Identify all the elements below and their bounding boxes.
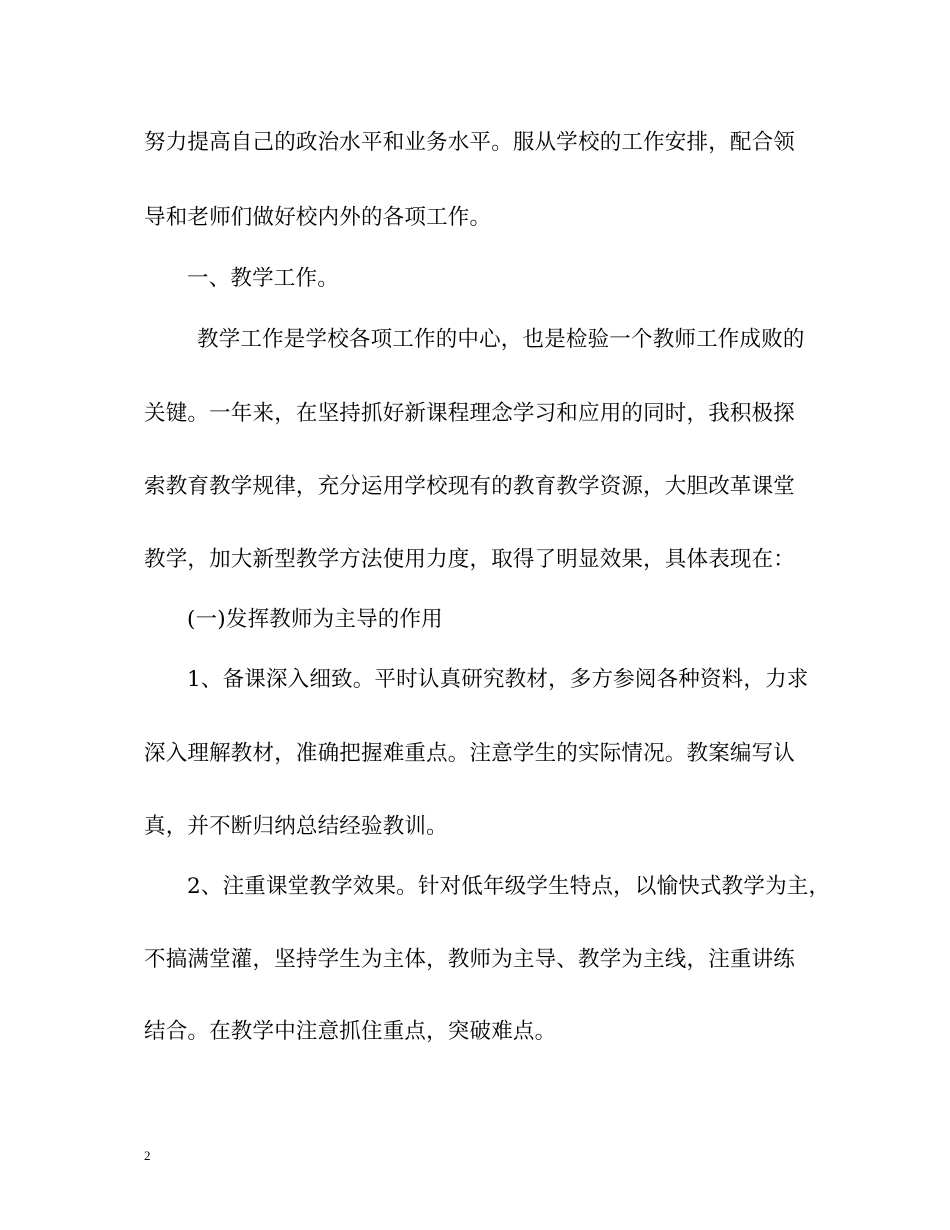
text-line: 不搞满堂灌，坚持学生为主体，教师为主导、教学为主线，注重讲练 (144, 947, 796, 972)
text-line: 深入理解教材，准确把握难重点。注意学生的实际情况。教案编写认 (144, 741, 796, 766)
subsection-heading: (一)发挥教师为主导的作用 (187, 607, 443, 632)
text-line: 努力提高自己的政治水平和业务水平。服从学校的工作安排，配合领 (144, 130, 796, 155)
text-line: 结合。在教学中注意抓住重点，突破难点。 (144, 1019, 557, 1044)
text-line: 真，并不断归纳总结经验教训。 (144, 814, 448, 839)
text-line: 2、注重课堂教学效果。针对低年级学生特点，以愉快式教学为主， (187, 874, 831, 899)
text-line: 导和老师们做好校内外的各项工作。 (144, 205, 492, 230)
section-heading: 一、教学工作。 (187, 266, 339, 291)
text-line: 索教育教学规律，充分运用学校现有的教育教学资源，大胆改革课堂 (144, 474, 796, 499)
text-line: 1、备课深入细致。平时认真研究教材，多方参阅各种资料，力求 (187, 667, 809, 692)
page-number: 2 (144, 1148, 151, 1163)
text-line: 教学工作是学校各项工作的中心，也是检验一个教师工作成败的 (197, 327, 805, 352)
text-line: 关键。一年来，在坚持抓好新课程理念学习和应用的同时，我积极探 (144, 401, 796, 426)
text-line: 教学，加大新型教学方法使用力度，取得了明显效果，具体表现在： (144, 547, 796, 572)
